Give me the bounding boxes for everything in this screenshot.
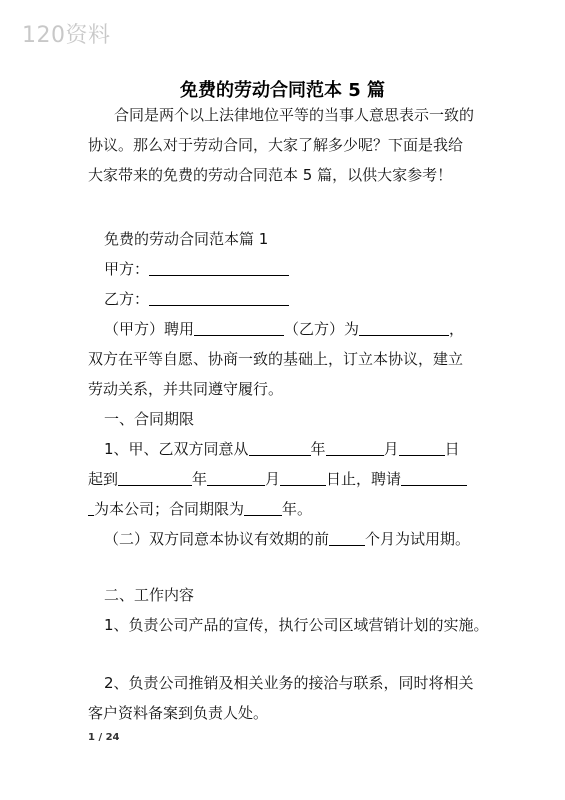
term1-year-blank	[249, 439, 311, 456]
term1-month: 月	[383, 440, 399, 458]
term2-day-blank	[280, 469, 326, 486]
section-heading: 免费的劳动合同范本篇 1	[104, 230, 269, 248]
work-heading: 二、工作内容	[104, 586, 195, 604]
work-item-2-line-1: 2、负责公司推销及相关业务的接洽与联系，同时将相关	[104, 674, 474, 692]
term2-hire-blank	[401, 469, 467, 486]
hire-pre: （甲方）聘用	[104, 320, 195, 338]
hire-line-1	[104, 318, 464, 340]
term-line-1	[104, 438, 460, 460]
term1-day: 日	[444, 440, 460, 458]
term1-year: 年	[310, 440, 326, 458]
hire-line-2: 双方在平等自愿、协商一致的基础上，订立本协议，建立	[88, 350, 464, 368]
party-a-blank	[149, 259, 289, 276]
term3-year: 年。	[282, 500, 313, 518]
probation-blank	[329, 529, 365, 546]
hire-line-3: 劳动关系，并共同遵守履行。	[88, 380, 284, 398]
party-b-line	[104, 288, 289, 310]
hire-blank-b	[359, 319, 449, 336]
term-heading: 一、合同期限	[104, 410, 195, 428]
intro-line-1: 合同是两个以上法律地位平等的当事人意思表示一致的	[114, 106, 475, 124]
term-line-3	[88, 498, 312, 520]
term2-until: 日止，聘请	[326, 470, 402, 488]
party-a-line	[104, 258, 289, 280]
watermark-logo: 120资料	[22, 23, 111, 48]
term1-text: 1、甲、乙双方同意从	[104, 440, 249, 458]
term1-day-blank	[399, 439, 445, 456]
probation-line	[104, 528, 470, 550]
term3-years-blank	[244, 499, 282, 516]
intro-line-2: 协议。那么对于劳动合同，大家了解多少呢？下面是我给	[88, 136, 464, 154]
document-title: 免费的劳动合同范本 5 篇	[179, 80, 386, 101]
party-b-blank	[149, 289, 289, 306]
term2-year-blank	[118, 469, 192, 486]
term-line-2	[88, 468, 467, 490]
hire-mid: （乙方）为	[284, 320, 360, 338]
probation-text: （二）双方同意本协议有效期的前	[104, 530, 330, 548]
party-b-label: 乙方：	[104, 290, 150, 308]
term2-text: 起到	[88, 470, 119, 488]
probation-tail: 个月为试用期。	[365, 530, 471, 548]
hire-post: ，	[449, 320, 465, 338]
term1-month-blank	[326, 439, 384, 456]
work-item-1: 1、负责公司产品的宣传，执行公司区域营销计划的实施。	[104, 616, 489, 634]
page-indicator: 1 / 24	[88, 732, 120, 743]
intro-line-3: 大家带来的免费的劳动合同范本 5 篇，以供大家参考！	[88, 166, 453, 184]
hire-blank-a	[194, 319, 284, 336]
term2-month: 月	[265, 470, 281, 488]
term2-year: 年	[192, 470, 208, 488]
term2-month-blank	[207, 469, 265, 486]
party-a-label: 甲方：	[104, 260, 150, 278]
term3-text: 为本公司；合同期限为	[94, 500, 245, 518]
work-item-2-line-2: 客户资料备案到负责人处。	[88, 704, 269, 722]
